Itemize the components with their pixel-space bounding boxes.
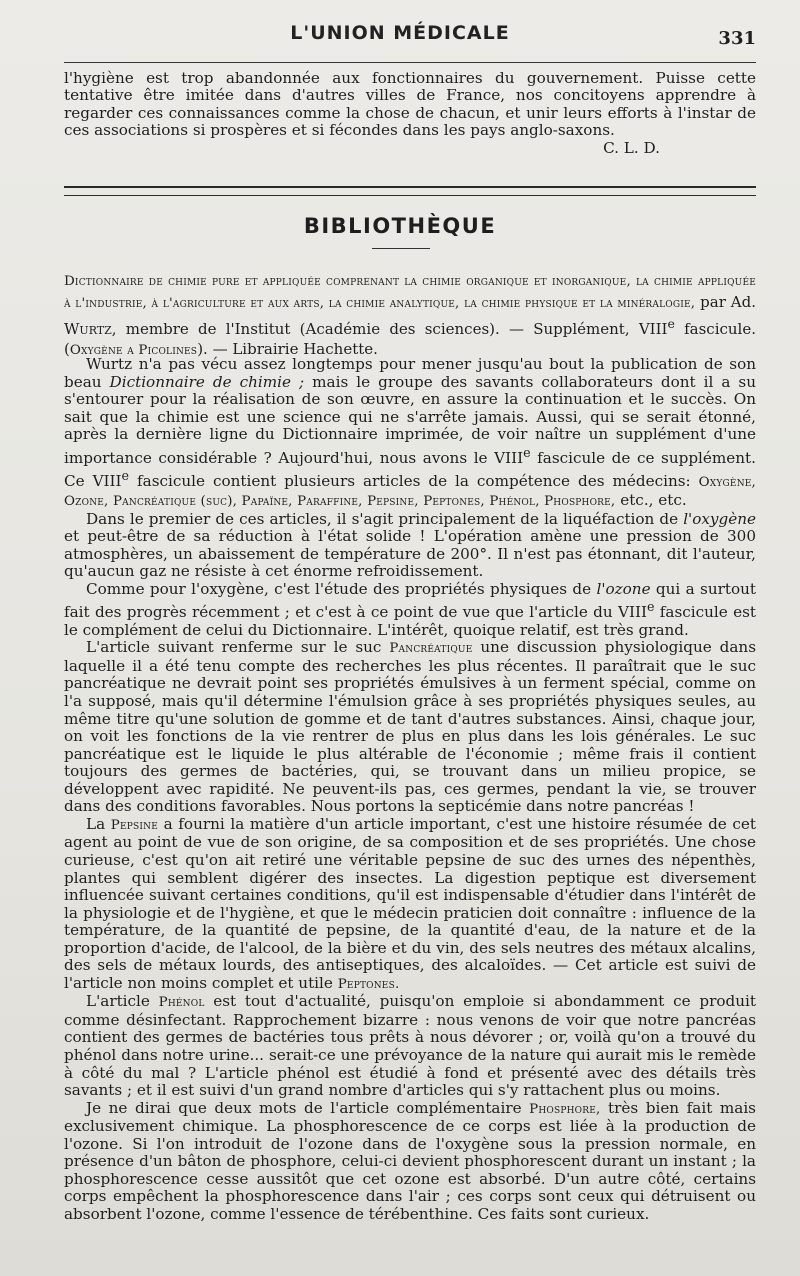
- entry-text: [64, 270, 756, 361]
- p3-text-b: qui a surtout fait des progrès récemment ; et c'est à ce point de vue que l'article du VIII: [64, 579, 756, 622]
- p2-text-a: Dans le premier de ces articles, il s'agit principalement de la liquéfaction de: [86, 509, 684, 528]
- p2-italic: l'oxygène: [683, 509, 756, 528]
- p1-text-e: etc., etc.: [615, 490, 687, 509]
- entry-author-rest: membre de l'Institut (Académie des sciences). — Supplément, VIII: [116, 320, 668, 338]
- p3-sup: e: [646, 599, 655, 615]
- section-divider: [64, 186, 756, 196]
- p7-smallcaps: Phosphore,: [529, 1101, 601, 1117]
- p4-text-a: L'article suivant renferme sur le suc: [86, 638, 390, 657]
- p3-italic: l'ozone: [596, 579, 651, 598]
- p3-text-a: Comme pour l'oxygène, c'est l'étude des propriétés physiques de: [86, 579, 597, 598]
- paragraph-3: [64, 581, 756, 640]
- p1-article-list: Oxygène, Ozone, Pancréatique (suc), Papaïne, Paraffine, Pepsine, Peptones, Phénol, Phosphore,: [64, 475, 756, 509]
- p5-smallcaps-1: Pepsine: [110, 817, 158, 833]
- p2-text-b: et peut-être de sa réduction à l'état solide ! L'opération amène une pression de 300 atmosphères, un abaissement de température de 200°. Il n'est pas étonnant, dit l'auteur, qu'aucun gaz ne résiste à cet énorme refroidissement.: [64, 527, 756, 581]
- running-head: [0, 22, 800, 52]
- paragraph-7: [64, 1100, 756, 1224]
- paragraph-2: [64, 511, 756, 581]
- p1-text-d: fascicule contient plusieurs articles de la compétence des médecins:: [129, 472, 699, 491]
- p4-text-b: une discussion physiologique dans laquelle il a été tenu compte des recherches les plus récentes. Il paraîtrait que le suc pancréatique ne devrait point ses propriétés émulsives à un ferment spécial, comme on l'a supposé, mais qu'il détermine l'émulsion grâce à ses propriétés physiques seules, au même titre qu'une solution de gomme et de tant d'autres substances. Ainsi, chaque jour, on voit les fonctions de la vie rentrer de plus en plus dans les lois générales. Le suc pancréatique est le liquide le plus altérable de l'économie ; même frais il contient toujours des germes de bactéries, qui, se trouvant dans un milieu propice, se développent avec rapidité. Ne peuvent-ils pas, ces germes, pendant la vie, se trouver dans des conditions favorables. Nous portons la septicémie dans notre pancréas !: [64, 638, 756, 816]
- p1-italic: Dictionnaire de chimie ;: [109, 372, 305, 391]
- intro-paragraph: l'hygiène est trop abandonnée aux fonctionnaires du gouvernement. Puisse cette tentative être imitée dans d'autres villes de France, nos concitoyens apprendre à regarder ces connaissances comme la chose de chacun, et unir leurs efforts à l'instar de ces associations si prospères et si fécondes dans les pays anglo-saxons.: [64, 69, 756, 140]
- p5-smallcaps-2: Peptones.: [337, 976, 400, 992]
- p1-text-c: fascicule de ce supplément. Ce VIII: [64, 448, 756, 491]
- p6-smallcaps: Phénol: [158, 995, 205, 1011]
- paragraph-6: [64, 993, 756, 1099]
- p6-text-b: est tout d'actualité, puisqu'on emploie si abondamment ce produit comme désinfectant. Rapprochement bizarre : nous venons de voir que notre pancréas contient des germes de bactéries tous prêts à nous dévorer ; or, voilà qu'on a trouvé du phénol dans notre urine... serait-ce une prévoyance de la nature qui aurait mis le remède à côté du mal ? L'article phénol est étudié à fond et présenté avec des détails très savants ; et il est suivi d'un grand nombre d'articles qui s'y rattachent plus ou moins.: [64, 992, 756, 1100]
- signature: C. L. D.: [603, 138, 660, 157]
- bibliographic-entry: [64, 270, 756, 361]
- entry-by: par Ad.: [695, 293, 756, 311]
- entry-author: Wurtz,: [64, 320, 117, 338]
- intro-text: [64, 70, 756, 157]
- p1-sup-2: e: [121, 468, 130, 484]
- entry-range: Oxygène a Picolines: [69, 343, 198, 358]
- p7-text-b: très bien fait mais exclusivement chimique. La phosphorescence de ce corps est liée à la production de l'ozone. Si l'on introduit de l'ozone dans de l'oxygène sous la pression normale, en présence d'un bâton de phosphore, celui-ci devient phosphorescent durant un instant ; la phosphorescence cesse aussitôt que cet ozone est absorbé. D'un autre côté, certains corps empêchent la phosphorescence dans l'air ; ces corps sont ceux qui détruisent ou absorbent l'ozone, comme l'essence de térébenthine. Ces faits sont curieux.: [64, 1098, 756, 1223]
- p1-text-b: mais le groupe des savants collaborateurs dont il a su s'entourer pour la réalisation de son œuvre, en assure la continuation et le succès. On sait que la chimie est une science qui ne s'arrête jamais. Aussi, qui se serait étonné, après la dernière ligne du Dictionnaire imprimée, de voir naître un supplément d'une importance considérable ? Aujourd'hui, nous avons le VIII: [64, 372, 756, 467]
- p3-text-c: fascicule est le complément de celui du Dictionnaire. L'intérêt, quoique relatif, est très grand.: [64, 603, 756, 639]
- paragraph-4: [64, 639, 756, 815]
- entry-fascicle: fascicule. (: [64, 320, 756, 358]
- p7-text-a: Je ne dirai que deux mots de l'article complémentaire: [86, 1098, 530, 1117]
- entry-title: Dictionnaire de chimie pure et appliquée comprenant la chimie organique et inorganique, la chimie appliquée à l'industrie, à l'agriculture et aux arts, la chimie analytique, la chimie physique et la minéralogie,: [64, 274, 756, 311]
- p1-text-a: Wurtz n'a pas vécu assez longtemps pour mener jusqu'au bout la publication de son beau: [64, 355, 756, 391]
- journal-title: L'UNION MÉDICALE: [290, 22, 510, 44]
- page-number: 331: [718, 28, 756, 49]
- p4-smallcaps: Pancréatique: [389, 641, 473, 657]
- review-body: [64, 356, 756, 1223]
- p5-text-b: a fourni la matière d'un article important, c'est une histoire résumée de cet agent au point de vue de son origine, de sa composition et de ses propriétés. Une chose curieuse, c'est qu'on ait retiré une véritable pepsine de suc des urnes des népenthès, plantes qui semblent digérer des insectes. La digestion peptique est diversement influencée suivant certaines conditions, qu'il est indispensable d'étudier dans l'intérêt de la physiologie et de l'hygiène, et que le médecin praticien doit connaître : influence de la température, de la quantité de pepsine, de la quantité d'eau, de la nature et de la proportion d'acide, de l'alcool, de la bière et du vin, des sels neutres des métaux alcalins, des sels de métaux lourds, des antiseptiques, des alcaloïdes. — Cet article est suivi de l'article non moins complet et utile: [64, 814, 757, 992]
- paragraph-5: [64, 816, 756, 993]
- title-underline: [372, 248, 430, 249]
- p5-text-a: La: [86, 814, 111, 833]
- entry-publisher: ). — Librairie Hachette.: [197, 340, 378, 358]
- p1-sup-1: e: [523, 444, 531, 460]
- section-title: BIBLIOTHÈQUE: [303, 214, 497, 238]
- paragraph-1: [64, 356, 756, 511]
- entry-sup: e: [667, 316, 675, 331]
- p6-text-a: L'article: [86, 992, 159, 1011]
- header-rule: [64, 62, 756, 63]
